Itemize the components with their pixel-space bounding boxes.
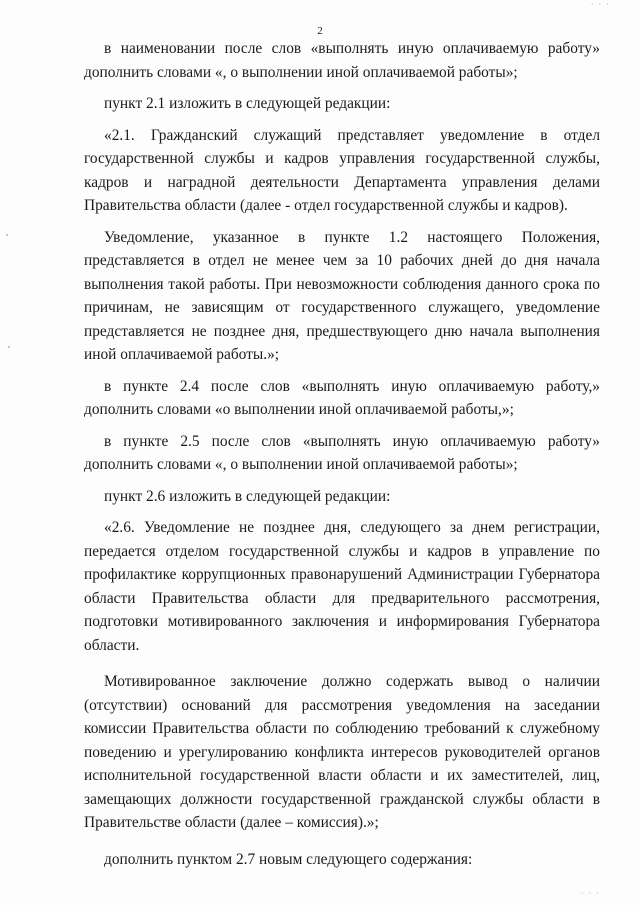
paragraph-clause-2-6: «2.6. Уведомление не позднее дня, следующего за днем регистрации, передается отделом государственной службы и кадров в управление по профилактике коррупционных правонарушений Администрации Губернатора области Правительства области для предварительного рассмотрения, подготовки мотивированного заключения и информирования Губернатора области. <box>84 519 600 654</box>
paragraph-clause-2-4: в пункте 2.4 после слов «выполнять иную оплачиваемую работу,» дополнить словами «о выполнении иной оплачиваемой работы,»; <box>84 377 600 418</box>
paragraph-clause-2-7-intro: дополнить пунктом 2.7 новым следующего содержания: <box>104 850 473 868</box>
paragraph-amend-title: в наименовании после слов «выполнять иную оплачиваемую работу» дополнить словами «, о выполнении иной оплачиваемой работы»; <box>84 40 600 81</box>
margin-speck <box>6 234 8 236</box>
document-body <box>84 37 600 879</box>
paragraph-clause-2-1-intro: пункт 2.1 изложить в следующей редакции: <box>104 95 391 112</box>
scan-artifact: · · · <box>580 889 600 899</box>
paragraph-clause-2-6-intro: пункт 2.6 изложить в следующей редакции: <box>104 487 391 505</box>
paragraph-clause-2-5: в пункте 2.5 после слов «выполнять иную оплачиваемую работу» дополнить словами «, о выполнении иной оплачиваемой работы»; <box>84 432 600 473</box>
paragraph-notification-deadline: Уведомление, указанное в пункте 1.2 настоящего Положения, представляется в отдел не менее чем за 10 рабочих дней до дня начала выполнения такой работы. При невозможности соблюдения данного срока по причинам, не зависящим от государственного служащего, уведомление представляется не позднее дня, предшествующего дню начала выполнения иной оплачиваемой работы.»; <box>84 228 600 363</box>
margin-speck <box>8 346 10 348</box>
paragraph-clause-2-1: «2.1. Гражданский служащий представляет уведомление в отдел государственной службы и кадров управления государственной службы, кадров и наградной деятельности Департамента управления делами Правительства области (далее - отдел государственной службы и кадров). <box>84 126 600 214</box>
page-number: 2 <box>317 25 323 37</box>
paragraph-motivated-conclusion: Мотивированное заключение должно содержать вывод о наличии (отсутствии) оснований для рассмотрения уведомления на заседании комиссии Правительства области по соблюдению требований к служебному поведению и урегулированию конфликта интересов руководителей органов исполнительной государственной власти области и их заместителей, лиц, замещающих должности государственной гражданской службы области в Правительстве области (далее – комиссия).»; <box>84 673 600 831</box>
scan-artifact: · · · <box>590 0 610 10</box>
